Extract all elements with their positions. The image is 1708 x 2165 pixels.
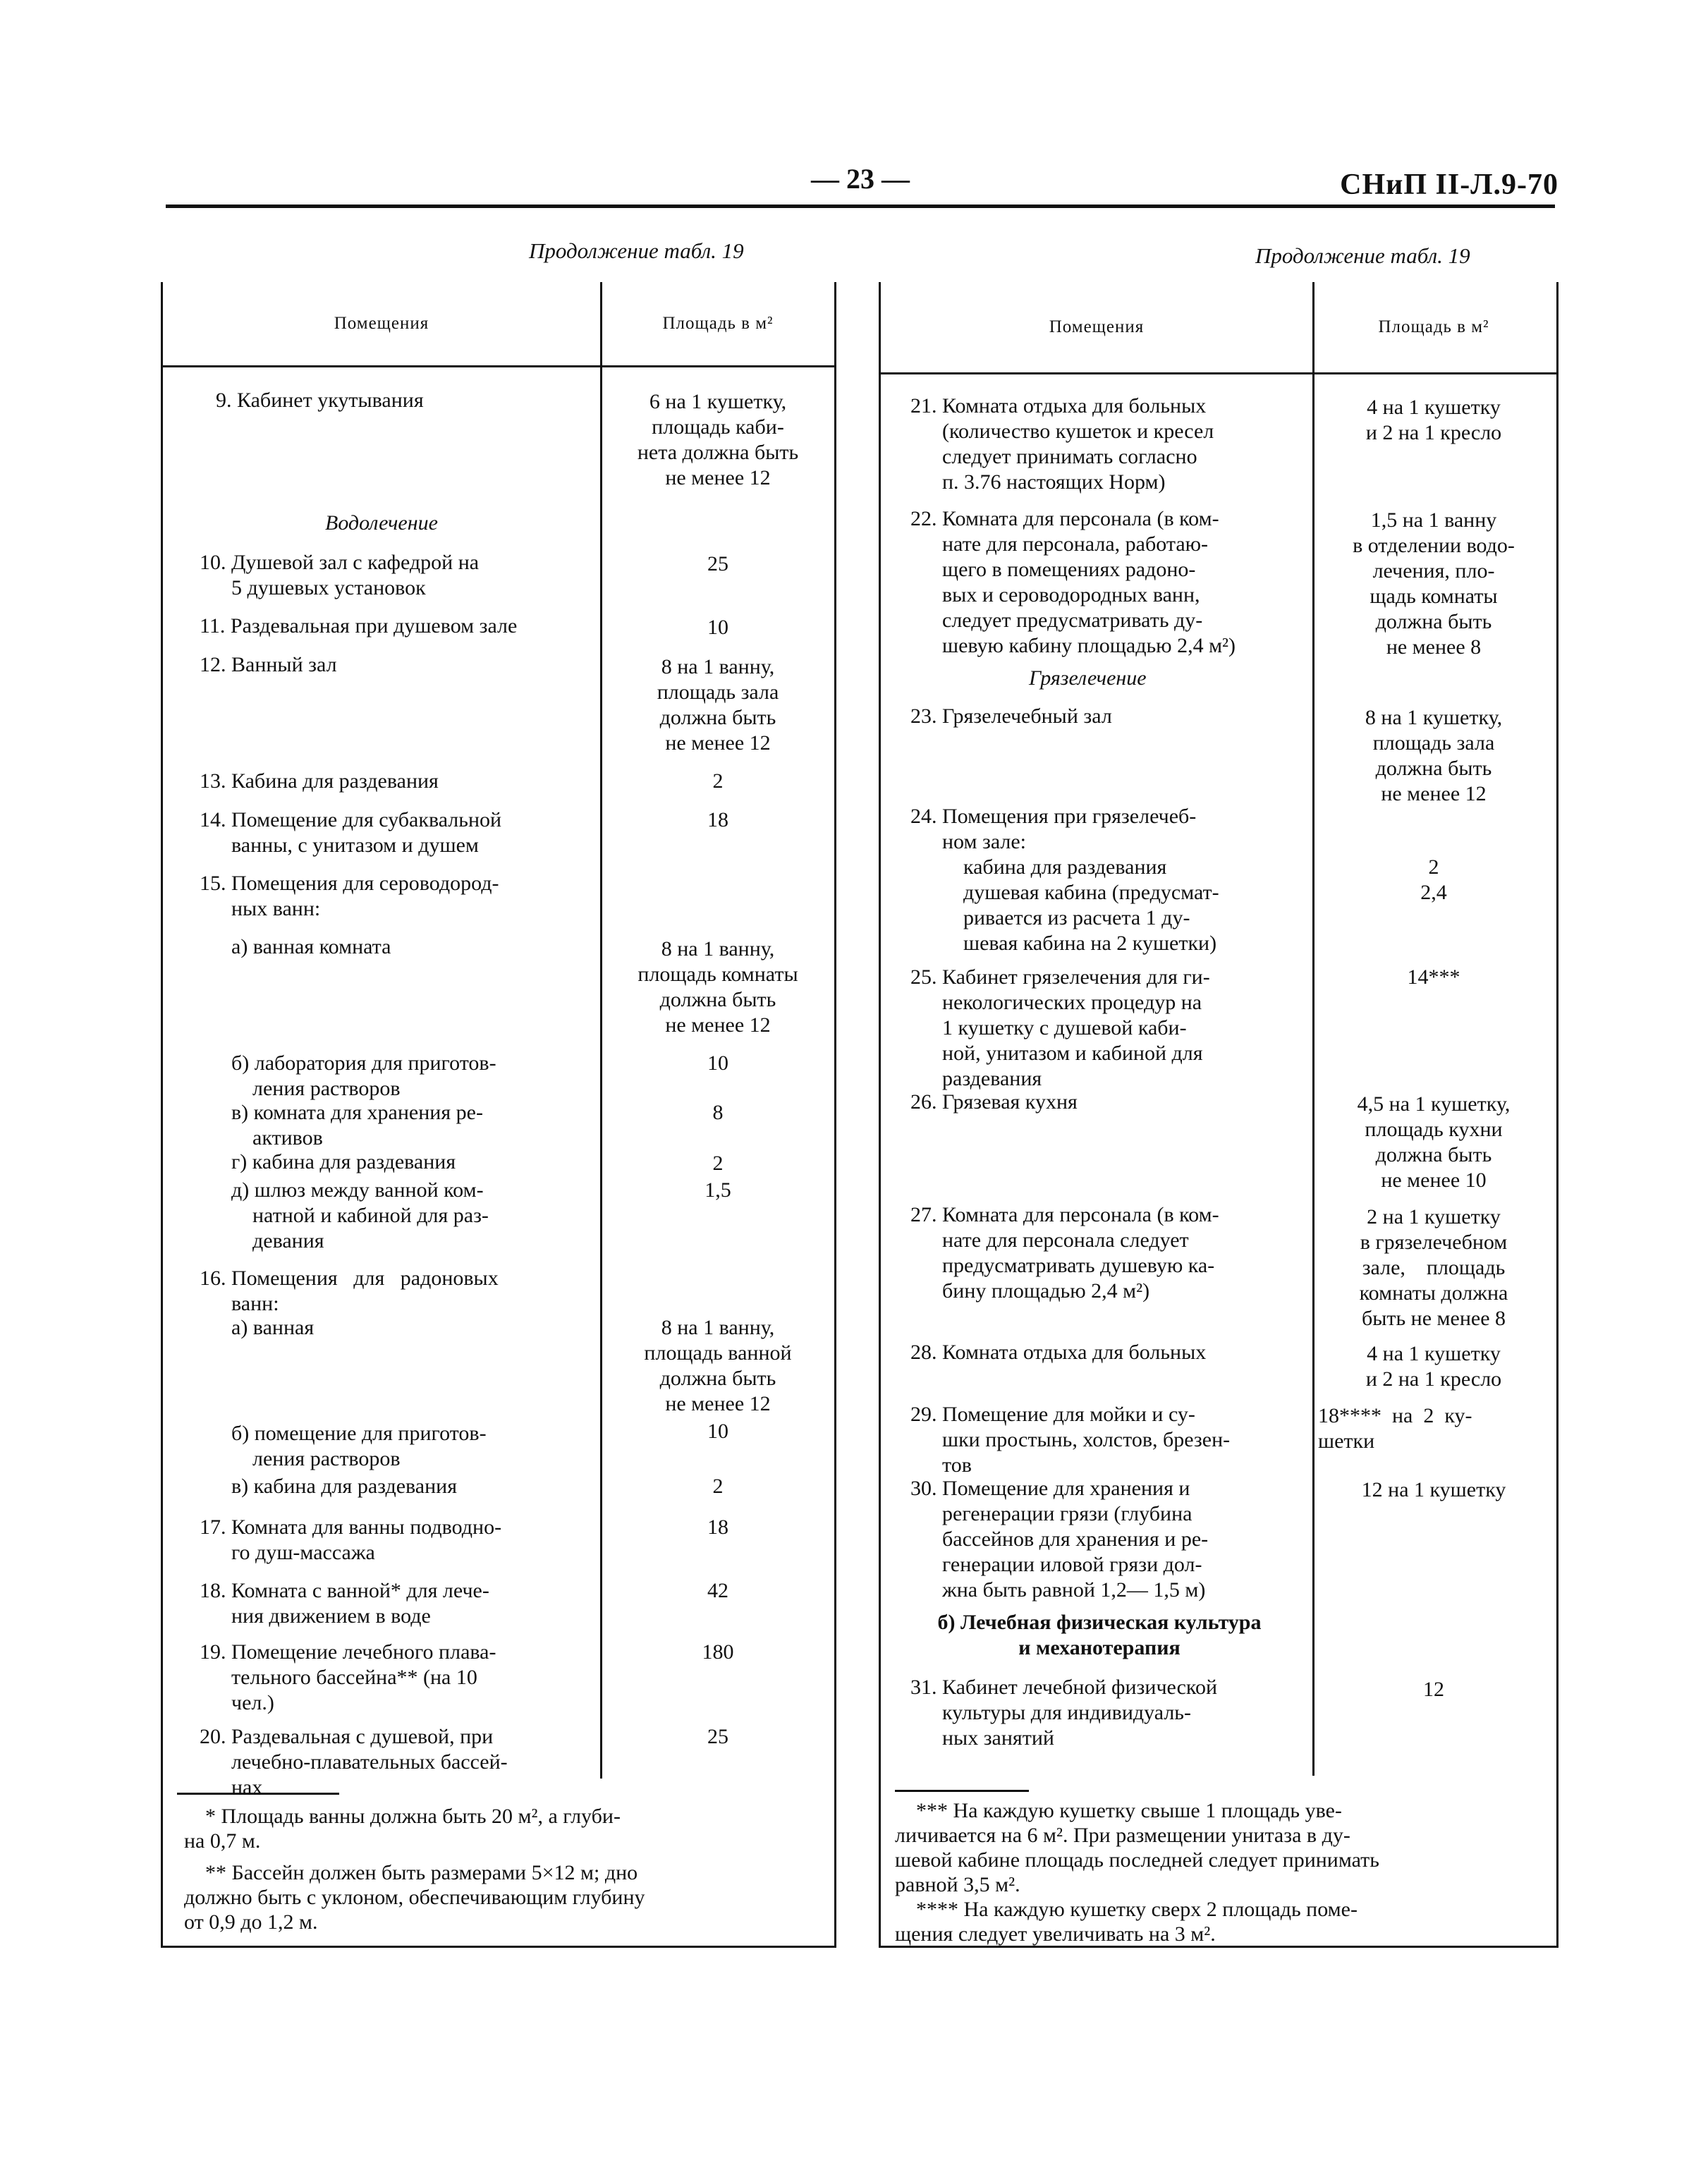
row-name: 25. Кабинет грязелечения для ги- некологических процедур на 1 кушетку с душевой каби- ной, унитазом и кабиной для раздевания [910,965,1210,1090]
row-name: 14. Помещение для субаквальной ванны, с унитазом и душем [200,808,502,857]
row-name: а) ванная комната [200,935,391,958]
row-area: 25 [707,552,728,575]
row-name: 20. Раздевальная с душевой, при лечебно-плавательных бассей- нах [200,1725,508,1799]
table-right-header [881,282,1556,374]
row-name: 19. Помещение лечебного плава- тельного бассейна** (на 10 чел.) [200,1640,496,1714]
row-name: 29. Помещение для мойки и су- шки простынь, холстов, брезен- тов [910,1403,1231,1477]
row-area: 10 [707,1051,728,1075]
row-name: д) шлюз между ванной ком- натной и кабиной для раз- девания [231,1178,489,1252]
row-area: 12 [1423,1678,1444,1701]
row-name: 30. Помещение для хранения и регенерации грязи (глубина бассейнов для хранения и ре- генерации иловой грязи дол- жна быть равной 1,2— 1,5 м) [910,1477,1209,1602]
header-rooms: Помещения [334,314,429,333]
row-name: 17. Комната для ванны подводно- го душ-массажа [200,1516,502,1564]
row-area: 6 на 1 кушетку, площадь каби- нета должна быть не менее 12 [637,390,799,489]
row-area: 4,5 на 1 кушетку, площадь кухни должна быть не менее 10 [1357,1092,1511,1192]
row-name: 24. Помещения при грязелечеб- ном зале: кабина для раздевания душевая кабина (предусмат- ривается из расчета 1 ду- шевая кабина на 2 кушетки) [910,805,1219,955]
footnote: **** На каждую кушетку сверх 2 площадь поме- щения следует увеличивать на 3 м². [895,1898,1358,1946]
row-name: 22. Комната для персонала (в ком- нате для персонала, работаю- щего в помещениях радоно- вых и сероводородных ванн, следует предусматривать ду- шевую кабину площадью 2,4 м²) [910,507,1236,657]
header-area: Площадь в м² [1378,317,1489,336]
section-title-bold: б) Лечебная физическая культура и механотерапия [937,1611,1262,1659]
row-area: 1,5 [704,1178,731,1202]
row-name: 27. Комната для персонала (в ком- нате для персонала следует предусматривать душевую ка- бину площадью 2,4 м²) [910,1203,1219,1303]
row-area: 2 [712,769,724,793]
row-name: г) кабина для раздевания [200,1150,456,1173]
row-area: 1,5 на 1 ванну в отделении водо- лечения, пло- щадь комнаты должна быть не менее 8 [1353,508,1515,659]
row-name: в) комната для хранения ре- активов [231,1101,483,1149]
row-name: 15. Помещения для сероводород- ных ванн: [200,872,499,920]
footnote: *** На каждую кушетку свыше 1 площадь уве- личивается на 6 м². При размещении унитаза в ду- шевой кабине площадь последней следует принимать равной 3,5 м². [895,1799,1379,1896]
row-area: 8 на 1 ванну, площадь комнаты должна быть не менее 12 [638,937,798,1037]
row-name: 28. Комната отдыха для больных [910,1341,1207,1364]
footnote: * Площадь ванны должна быть 20 м², а глуби- на 0,7 м. [184,1805,621,1853]
section-title: Водолечение [325,511,438,535]
row-area: 18 [707,1516,728,1539]
row-name: 13. Кабина для раздевания [200,769,439,793]
table-left-header [163,282,834,367]
continuation-left: Продолжение табл. 19 [529,238,744,263]
table-left [161,282,836,1948]
footnote-rule [895,1790,1029,1792]
row-area: 2 [712,1475,724,1498]
row-name: 10. Душевой зал с кафедрой на 5 душевых установок [200,551,480,599]
row-area: 10 [707,1420,728,1443]
row-name: 9. Кабинет укутывания [205,389,424,412]
row-area: 4 на 1 кушетку и 2 на 1 кресло [1365,1342,1502,1391]
row-name: 31. Кабинет лечебной физической культуры для индивидуаль- ных занятий [910,1676,1218,1750]
table-right [879,282,1558,1948]
row-name: 23. Грязелечебный зал [910,705,1112,728]
row-name: 21. Комната отдыха для больных (количество кушеток и кресел следует принимать согласно п. 3.76 настоящих Норм) [910,394,1214,494]
row-area: 180 [702,1640,734,1664]
row-name: в) кабина для раздевания [200,1475,458,1498]
row-name: 12. Ванный зал [200,653,337,676]
row-area: 8 на 1 кушетку, площадь зала должна быть не менее 12 [1365,706,1503,805]
header-rule [166,205,1555,208]
row-area: 4 на 1 кушетку и 2 на 1 кресло [1365,396,1502,444]
row-area: 18**** на 2 ку- шетки [1318,1404,1472,1453]
row-area: 18 [707,808,728,831]
row-area: 8 [712,1101,724,1124]
row-name: б) помещение для приготов- ления растворов [231,1422,487,1470]
header-rooms: Помещения [1049,317,1145,336]
row-name: 16. Помещения для радоновых ванн: [200,1267,499,1315]
row-name: б) лаборатория для приготов- ления растворов [231,1051,496,1100]
header-area: Площадь в м² [662,314,774,333]
row-area: 42 [707,1579,728,1602]
page-number: — 23 — [811,163,910,195]
footnote: ** Бассейн должен быть размерами 5×12 м; дно должно быть с уклоном, обеспечивающим глубину от 0,9 до 1,2 м. [184,1861,645,1934]
document-code: СНиП II-Л.9-70 [1340,169,1558,201]
row-area: 8 на 1 ванну, площадь ванной должна быть не менее 12 [644,1316,792,1415]
section-title: Грязелечение [1029,666,1147,690]
row-area: 8 на 1 ванну, площадь зала должна быть не менее 12 [657,655,779,755]
row-area: 2 [712,1152,724,1175]
continuation-right: Продолжение табл. 19 [1255,243,1470,268]
row-area: 14*** [1407,965,1460,989]
row-name: 11. Раздевальная при душевом зале [200,614,518,638]
row-area: 2 на 1 кушетку в грязелечебном зале, площадь комнаты должна быть не менее 8 [1359,1205,1508,1330]
row-area: 12 на 1 кушетку [1361,1478,1506,1501]
column-divider [1312,282,1314,1776]
row-area: 10 [707,616,728,639]
row-name: а) ванная [200,1316,315,1339]
row-area: 2 2,4 [1420,855,1447,904]
row-name: 26. Грязевая кухня [910,1090,1078,1114]
row-name: 18. Комната с ванной* для лече- ния движением в воде [200,1579,489,1628]
row-area: 25 [707,1725,728,1748]
